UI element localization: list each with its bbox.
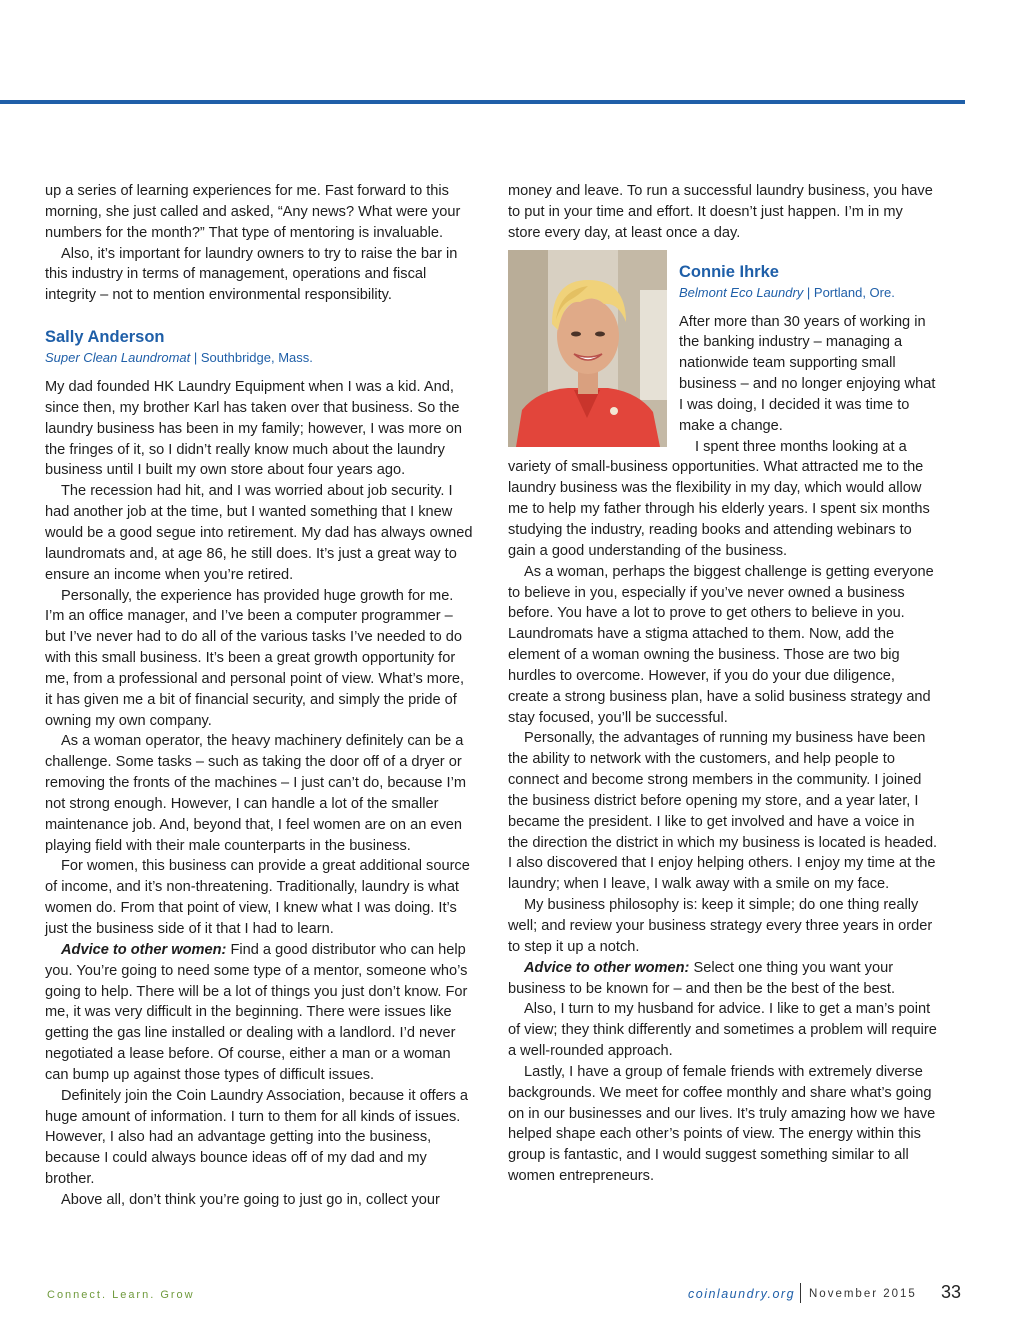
paragraph: As a woman operator, the heavy machinery definitely can be a challenge. Some tasks – such as taking the door off of a dryer or removing the fronts of the machines – I just can’t do, because I’m not strong enough. However, I can handle a lot of the smaller maintenance job. And, beyond that, I feel women are on an even playing field with their male counterparts in the business. [45,733,467,854]
paragraph: For women, this business can provide a great additional source of income, and it’s non-threatening. Traditionally, laundry is what women do. From that point of view, I knew what I was doing. It’s just the business side of it that I had to learn. [45,858,470,937]
paragraph: Lastly, I have a group of female friends with extremely diverse backgrounds. We meet for coffee monthly and share what’s going on in our businesses and our lives. It’s truly amazing how we have helped shape each other’s points of view. The energy within this group is fantastic, and I would suggest something similar to all women entrepreneurs. [508,1063,936,1185]
paragraph: The recession had hit, and I was worried about job security. I had another job at the time, but I wanted something that I knew would be a good segue into retirement. My dad has always owned laundromats and, at age 86, he still does. It’s just a great way to ensure an income when you’re retired. [45,483,473,583]
paragraph: money and leave. To run a successful laundry business, you have to put in your time and effort. It doesn’t just happen. I’m in my store every day, at least once a day. [508,183,933,241]
paragraph: Above all, don’t think you’re going to just go in, collect your [61,1191,440,1208]
paragraph: I spent three months looking at a variety of small-business opportunities. What attracted me to the laundry business was the flexibility in my day, which would allow me to help my father through his elderly years. I spent six months studying the industry, reading books and attending webinars to gain a good understanding of the business. [508,438,930,559]
profile-photo [508,250,667,447]
business-name: Belmont Eco Laundry [679,284,804,300]
header-rule [0,100,965,104]
footer-date: November 2015 [809,1288,917,1300]
paragraph: After more than 30 years of working in the banking industry – managing a nationwide team supporting small business – and no longer enjoying what I was doing, I decided it was time to make a change. [679,313,936,434]
footer-site-link[interactable]: coinlaundry.org [688,1287,796,1301]
paragraph: Personally, the advantages of running my business have been the ability to network with the customers, and help people to connect and become strong members in the community. I joined the business district before opening my store, and a year later, I became the president. I like to get involved and have a voice in the direction the district in which my business is located is headed. I also discovered that I enjoy helping others. I enjoy my time at the laundry; when I leave, I walk away with a smile on my face. [508,730,938,893]
paragraph: My business philosophy is: keep it simple; do one thing really well; and review your business strategy every three years in order to step it up a notch. [508,897,933,955]
portrait-illustration [508,250,667,447]
advice-text: Find a good distributor who can help you. You’re going to need some type of a mentor, someone who’s going to help. There will be a lot of things you just don’t know. For me, it was very difficult in the beginning. There were issues like getting the gas line installed or dealing with a landlord. I’d never negotiated a lease before. Of course, either a man or a woman can bump up against those types of difficult issues. [45,941,468,1083]
paragraph: My dad founded HK Laundry Equipment when I was a kid. And, since then, my brother Karl has taken over that business. So the laundry business has been in my family; however, I was more on the fringes of it, so I didn’t really know much about the laundry business until I built my own store about four years ago. [45,379,462,479]
business-name: Super Clean Laundromat [45,350,191,366]
advice-label: Advice to other women: [524,959,690,976]
left-column [45,181,475,1211]
right-column [508,181,938,1187]
advice-paragraph [508,958,938,1000]
paragraph: Also, it’s important for laundry owners to try to raise the bar in this industry in terms of management, operations and fiscal integrity – not to mention environmental responsibility. [45,245,458,304]
footer-divider [800,1283,801,1303]
paragraph: Personally, the experience has provided huge growth for me. I’m an office manager, and I’ve been a computer programmer – but I’ve never had to do all of the various tasks I’ve needed to do with this small business. It’s been a great growth opportunity for me, from a professional and personal point of view. What’s more, it has given me a bit of financial security, and simply the pride of owning my own company. [45,587,465,729]
paragraph: up a series of learning experiences for me. Fast forward to this morning, she just called and asked, “Any news? What were your numbers for the month?” That type of mentoring is invaluable. [45,183,461,241]
advice-paragraph [45,940,475,1086]
page-number: 33 [941,1282,962,1302]
business-location: | Southbridge, Mass. [193,350,313,366]
paragraph: Also, I turn to my husband for advice. I like to get a man’s point of view; they think differently and sometimes a problem will require a well-rounded approach. [508,1001,937,1060]
paragraph: As a woman, perhaps the biggest challenge is getting everyone to believe in you, especially if you’ve never owned a business before. You have a lot to prove to get others to believe in you. Laundromats have a stigma attached to them. Now, add the element of a woman owning the business. Those are two big hurdles to overcome. However, if you do your due diligence, create a strong business plan, have a solid business strategy and stay focused, you’ll be successful. [508,563,934,726]
footer-tagline: Connect. Learn. Grow [47,1289,195,1301]
paragraph: Definitely join the Coin Laundry Association, because it offers a huge amount of information. I turn to them for all kinds of issues. However, I also had an advantage getting into the business, because I could always bounce ideas off of my dad and my brother. [45,1087,468,1188]
advice-label: Advice to other women: [61,941,227,958]
profile-name: Sally Anderson [45,328,165,347]
profile-affiliation [45,349,475,367]
business-location: | Portland, Ore. [806,284,895,300]
profile-name: Connie Ihrke [679,262,779,281]
advice-text: Select one thing you want your business to be known for – and then be the best of the best. [508,959,895,997]
